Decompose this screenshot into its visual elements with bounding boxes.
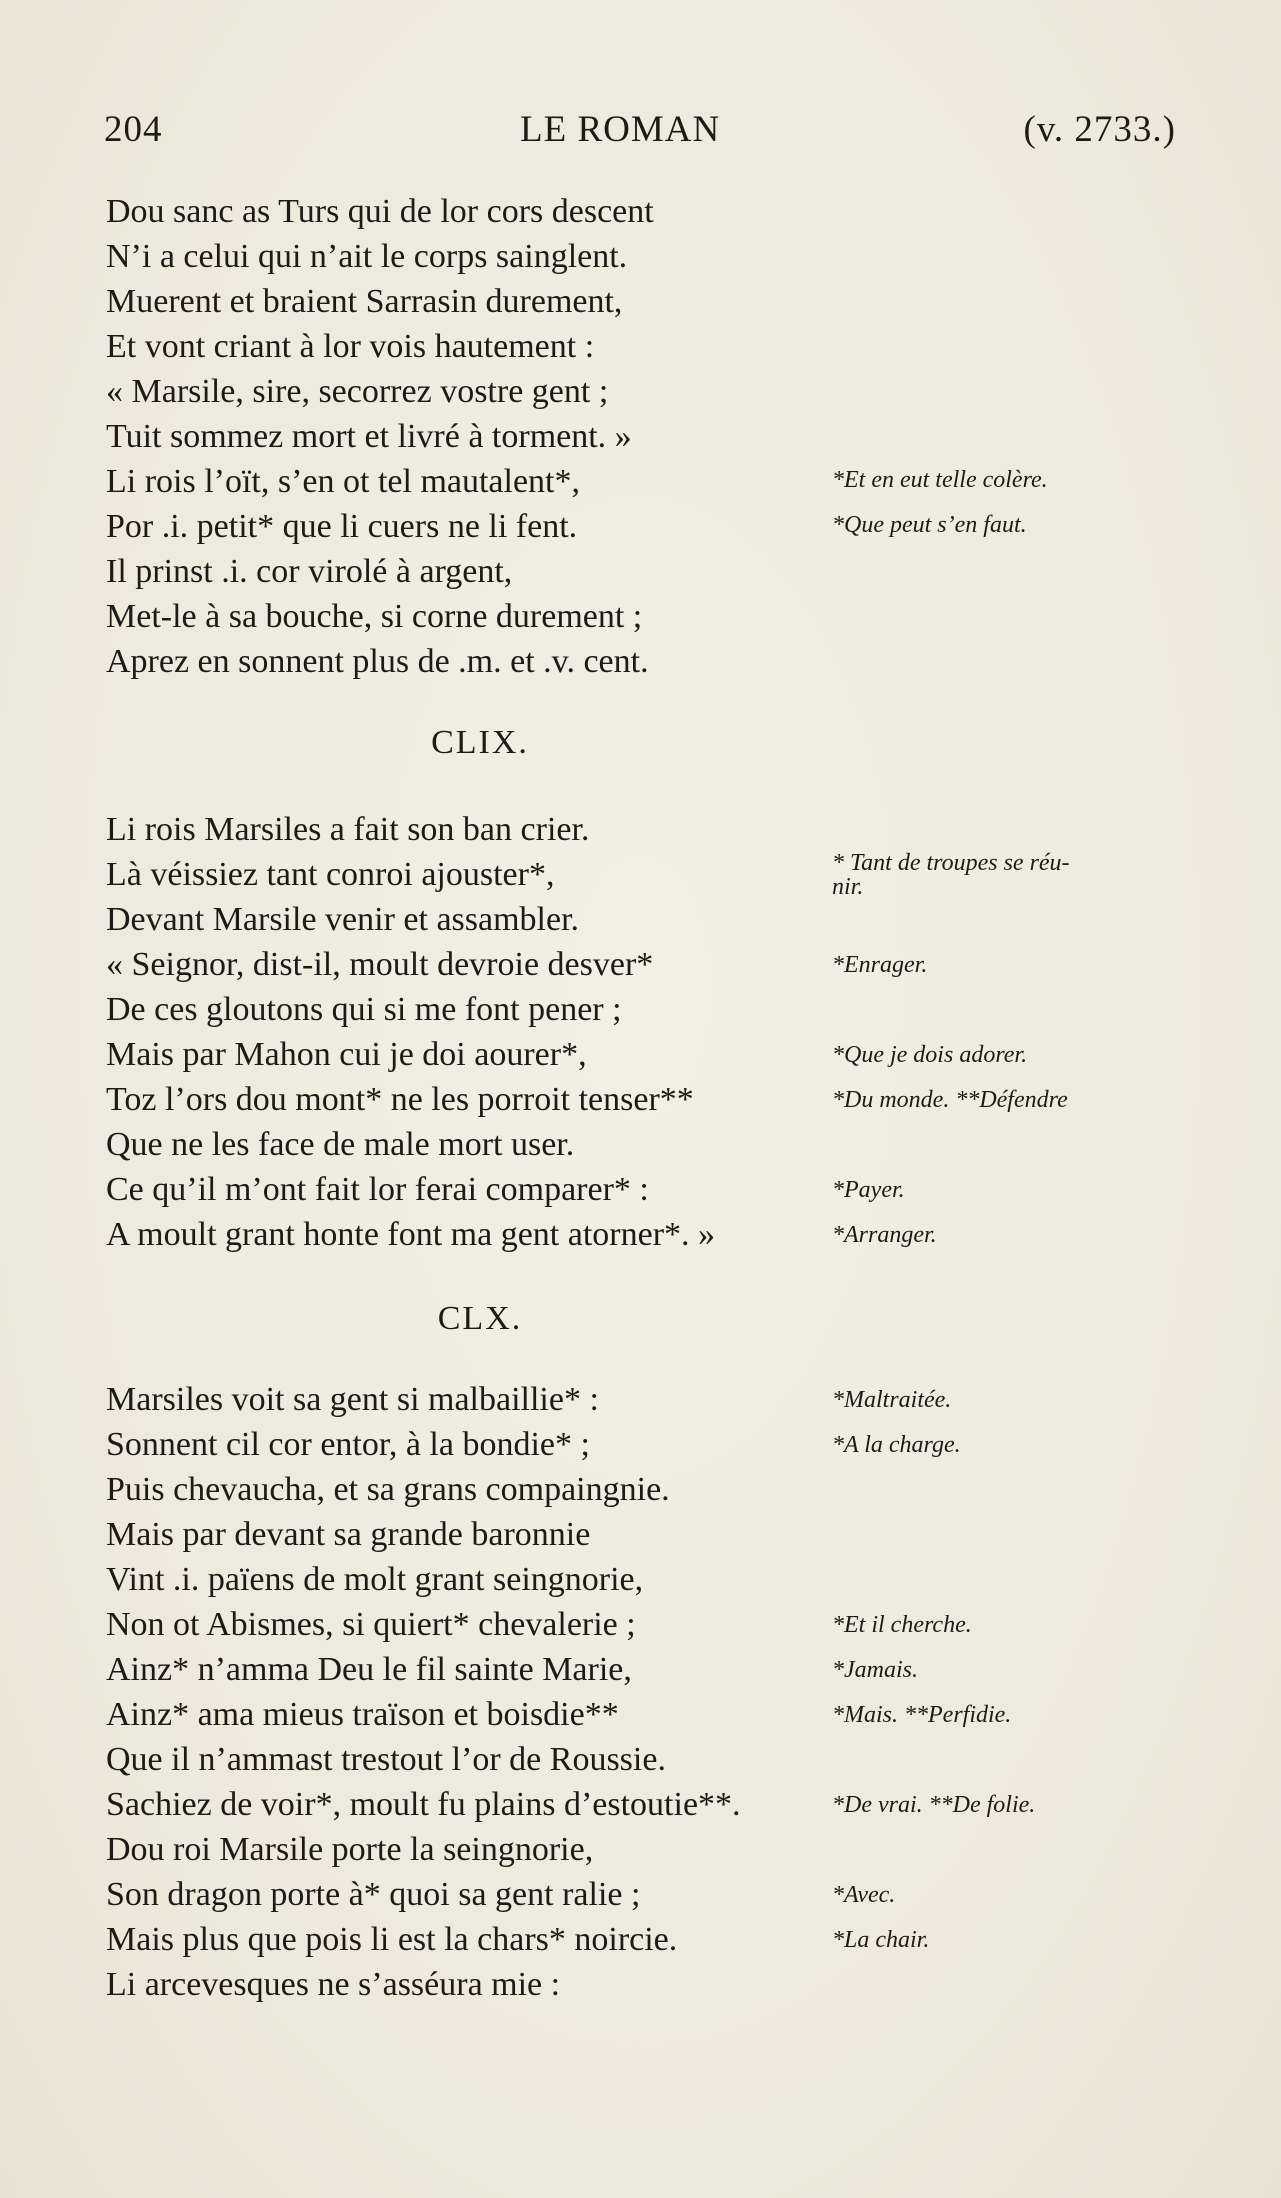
page-number: 204 <box>104 109 163 150</box>
footnote: *Arranger. <box>832 1222 937 1248</box>
footnote: *De vrai. **De folie. <box>832 1792 1036 1818</box>
verse-line: Aprez en sonnent plus de .m. et .v. cent. <box>106 643 649 680</box>
footnote: *Que je dois adorer. <box>832 1042 1028 1068</box>
verse-line: Por .i. petit* que li cuers ne li fent. <box>106 508 578 545</box>
footnote: *Payer. <box>832 1177 905 1203</box>
verse-line: Mais plus que pois li est la chars* noircie. <box>106 1921 678 1958</box>
footnote: *Mais. **Perfidie. <box>832 1702 1012 1728</box>
verse-line: Dou sanc as Turs qui de lor cors descent <box>106 193 654 230</box>
verse-line: Toz l’ors dou mont* ne les porroit tenser** <box>106 1081 694 1118</box>
running-header <box>104 108 1176 158</box>
footnote: *Et en eut telle colère. <box>832 467 1048 493</box>
footnote: *Du monde. **Défendre <box>832 1087 1068 1113</box>
footnote: *Et il cherche. <box>832 1612 972 1638</box>
verse-line: Li rois l’oït, s’en ot tel mautalent*, <box>106 463 581 500</box>
footnote: *La chair. <box>832 1927 930 1953</box>
verse-line: Il prinst .i. cor virolé à argent, <box>106 553 513 590</box>
verse-line: Puis chevaucha, et sa grans compaingnie. <box>106 1471 670 1508</box>
verse-line: Dou roi Marsile porte la seingnorie, <box>106 1831 594 1868</box>
footnote: *Jamais. <box>832 1657 918 1683</box>
footnote: *Que peut s’en faut. <box>832 512 1027 538</box>
verse-line: Li arcevesques ne s’asséura mie : <box>106 1966 561 2003</box>
verse-line: Muerent et braient Sarrasin durement, <box>106 283 623 320</box>
verse-line: Sachiez de voir*, moult fu plains d’estoutie**. <box>106 1786 741 1823</box>
verse-line: Mais par Mahon cui je doi aourer*, <box>106 1036 587 1073</box>
verse-line: Et vont criant à lor vois hautement : <box>106 328 595 365</box>
footnote: nir. <box>832 874 864 900</box>
footnote: *Enrager. <box>832 952 928 978</box>
running-title: LE ROMAN <box>520 109 721 150</box>
verse-line: Non ot Abismes, si quiert* chevalerie ; <box>106 1606 636 1643</box>
verse-line: Vint .i. païens de molt grant seingnorie, <box>106 1561 644 1598</box>
verse-line: Que ne les face de male mort user. <box>106 1126 575 1163</box>
verse-line: Marsiles voit sa gent si malbaillie* : <box>106 1381 599 1418</box>
section-heading-clx: CLX. <box>437 1300 523 1337</box>
verse-line: Sonnent cil cor entor, à la bondie* ; <box>106 1426 590 1463</box>
verse-line: A moult grant honte font ma gent atorner*. » <box>106 1216 716 1253</box>
footnote: * Tant de troupes se réu- <box>832 850 1070 876</box>
verse-line: Met-le à sa bouche, si corne durement ; <box>106 598 643 635</box>
verse-line: Que il n’ammast trestout l’or de Roussie. <box>106 1741 666 1778</box>
verse-line: Ainz* ama mieus traïson et boisdie** <box>106 1696 619 1733</box>
verse-line: Tuit sommez mort et livré à torment. » <box>106 418 632 455</box>
section-heading-clix: CLIX. <box>431 724 529 761</box>
verse-line: Li rois Marsiles a fait son ban crier. <box>106 811 590 848</box>
verse-line: Ce qu’il m’ont fait lor ferai comparer* : <box>106 1171 649 1208</box>
verse-line: De ces gloutons qui si me font pener ; <box>106 991 622 1028</box>
verse-line: Là véissiez tant conroi ajouster*, <box>106 856 555 893</box>
verse-reference: (v. 2733.) <box>1023 109 1176 150</box>
verse-line: N’i a celui qui n’ait le corps sainglent. <box>106 238 628 275</box>
verse-line: « Seignor, dist-il, moult devroie desver* <box>106 946 654 983</box>
footnote: *Avec. <box>832 1882 896 1908</box>
verse-line: Son dragon porte à* quoi sa gent ralie ; <box>106 1876 641 1913</box>
verse-line: « Marsile, sire, secorrez vostre gent ; <box>106 373 609 410</box>
footnote: *Maltraitée. <box>832 1387 952 1413</box>
verse-line: Mais par devant sa grande baronnie <box>106 1516 591 1553</box>
footnote: *A la charge. <box>832 1432 961 1458</box>
verse-line: Ainz* n’amma Deu le fil sainte Marie, <box>106 1651 632 1688</box>
verse-line: Devant Marsile venir et assambler. <box>106 901 580 938</box>
